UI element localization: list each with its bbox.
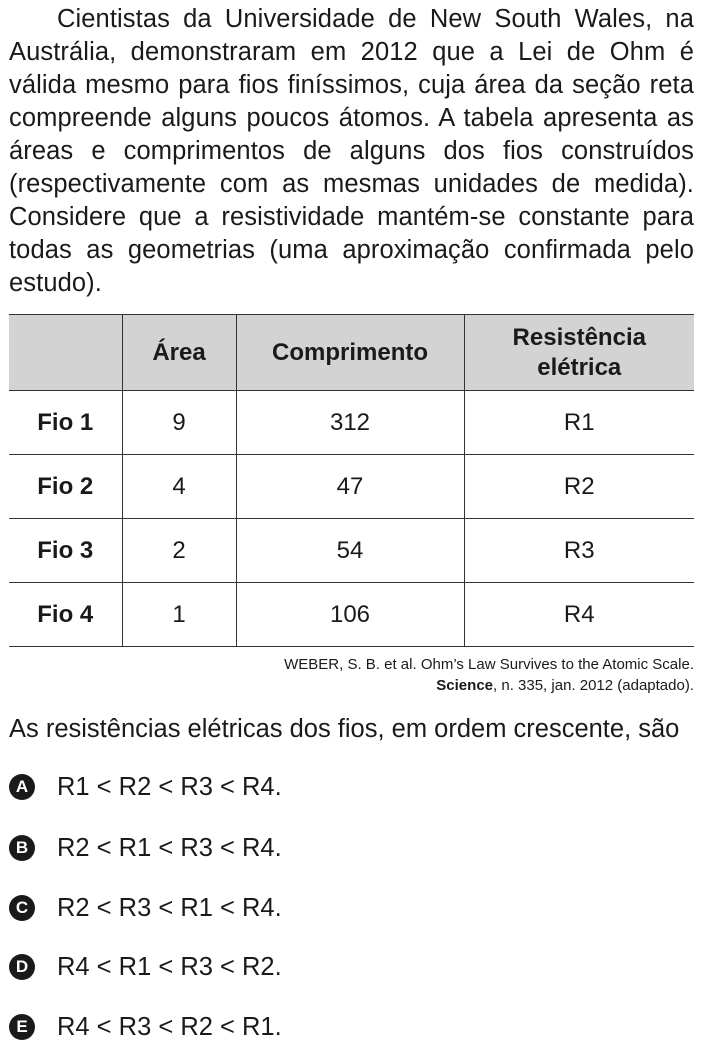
option-letter-icon: B [9, 835, 35, 861]
cell-resistencia: R4 [464, 583, 694, 647]
option-d[interactable] [9, 950, 282, 984]
cell-resistencia: R1 [464, 391, 694, 455]
cell-comprimento: 54 [236, 519, 464, 583]
option-text: R4 < R3 < R2 < R1. [57, 1012, 282, 1041]
table-row [9, 519, 694, 583]
option-letter-icon: E [9, 1014, 35, 1040]
intro-text: Cientistas da Universidade de New South Wales, na Austrália, demonstraram em 2012 que a Lei de Ohm é válida mesmo para fios finíssimos, cuja área da seção reta compreende alguns poucos átomos. A tabela apresenta as áreas e comprimentos de alguns dos fios construídos (respectivamente com as mesmas unidades de medida). Considere que a resistividade mantém-se constante para todas as geometrias (uma aproximação confirmada pelo estudo). [9, 5, 694, 297]
option-a[interactable] [9, 770, 282, 804]
cell-resistencia: R2 [464, 455, 694, 519]
cell-area: 9 [122, 391, 236, 455]
intro-paragraph [9, 3, 694, 300]
option-c[interactable] [9, 891, 282, 925]
table-row [9, 583, 694, 647]
source-line1: WEBER, S. B. et al. Ohm’s Law Survives to the Atomic Scale. [284, 656, 694, 673]
row-label: Fio 2 [9, 455, 122, 519]
cell-area: 2 [122, 519, 236, 583]
cell-comprimento: 47 [236, 455, 464, 519]
option-letter-icon: A [9, 774, 35, 800]
row-label: Fio 4 [9, 583, 122, 647]
option-letter-icon: C [9, 895, 35, 921]
option-b[interactable] [9, 831, 282, 865]
option-letter-icon: D [9, 954, 35, 980]
source-journal: Science [436, 677, 494, 694]
cell-comprimento: 312 [236, 391, 464, 455]
option-text: R2 < R3 < R1 < R4. [57, 893, 282, 922]
cell-area: 4 [122, 455, 236, 519]
cell-comprimento: 106 [236, 583, 464, 647]
wire-data-table [9, 314, 694, 647]
row-label: Fio 1 [9, 391, 122, 455]
option-text: R4 < R1 < R3 < R2. [57, 952, 282, 981]
cell-area: 1 [122, 583, 236, 647]
table-row [9, 391, 694, 455]
header-resistencia-text: Resistência elétrica [512, 323, 646, 381]
option-text: R2 < R1 < R3 < R4. [57, 833, 282, 862]
table-header-row [9, 315, 694, 391]
source-citation [284, 654, 694, 696]
header-area: Área [122, 315, 236, 391]
table-row [9, 455, 694, 519]
source-line2 [284, 675, 694, 696]
row-label: Fio 3 [9, 519, 122, 583]
option-text: R1 < R2 < R3 < R4. [57, 772, 282, 801]
source-line2-rest: , n. 335, jan. 2012 (adaptado). [493, 677, 694, 694]
header-resistencia [464, 315, 694, 391]
question-prompt: As resistências elétricas dos fios, em ordem crescente, são [9, 715, 680, 743]
header-comprimento: Comprimento [236, 315, 464, 391]
option-e[interactable] [9, 1010, 282, 1044]
cell-resistencia: R3 [464, 519, 694, 583]
header-empty [9, 315, 122, 391]
